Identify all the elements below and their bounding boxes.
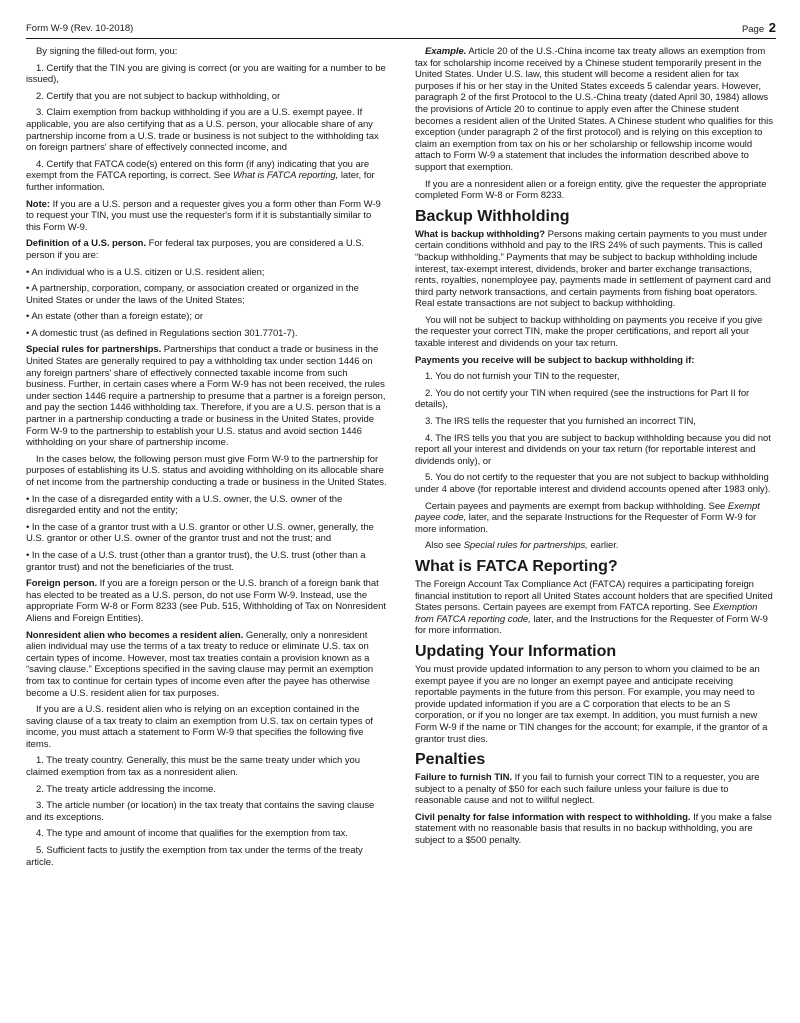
list-item: 3. The IRS tells the requester that you furnished an incorrect TIN, xyxy=(425,416,696,428)
right-column xyxy=(415,46,776,852)
special-rules-paragraph: Special rules for partnerships. Partnerships that conduct a trade or business in the United States are generally required to pay a withholding tax under section 1446 on any foreign partners' share of effectively connected taxable income from such business. Further, in certain cases where a Form W-9 has not been received, the rules under section 1446 require a partnership to presume that a partner is a foreign person, and pay the section 1446 withholding tax. Therefore, if you are a U.S. person that is a partner in a partnership conducting a trade or business in the United States, provide Form W-9 to the partnership to establish your U.S. status and avoid section 1446 withholding on your share of partnership income. xyxy=(26,344,386,449)
subheading-payments: Payments you receive will be subject to backup withholding if: xyxy=(415,354,695,366)
list-item: 5. Sufficient facts to justify the exemption from tax under the terms of the treaty article. xyxy=(26,845,363,868)
civil-penalty-paragraph: Civil penalty for false information with respect to withholding. If you make a false statement with no reasonable basis that results in no backup withholding, you are subject to a $500 penalty. xyxy=(415,811,772,847)
bullet-item: • In the case of a U.S. trust (other than a grantor trust), the U.S. trust (other than a grantor trust) and not the beneficiaries of the trust. xyxy=(26,549,366,573)
paragraph: You will not be subject to backup withholding on payments you receive if you give the requester your correct TIN, make the proper certifications, and report all your taxable interest and dividends on your tax return. xyxy=(415,314,763,350)
fatca-reference-link: What is FATCA reporting, xyxy=(232,170,339,182)
note-paragraph: Note: If you are a U.S. person and a requester gives you a form other than Form W-9 to request your TIN, you must use the requester's form if it is substantially similar to this Form W-9. xyxy=(26,198,381,233)
page-label: Page xyxy=(741,24,765,35)
list-item: 1. You do not furnish your TIN to the requester, xyxy=(425,371,620,383)
section-heading-fatca: What is FATCA Reporting? xyxy=(415,557,618,575)
paragraph: Also see Special rules for partnerships, earlier. xyxy=(425,540,619,552)
list-item: 5. You do not certify to the requester that you are not subject to backup withholding under 4 above (for reportable interest and dividend accounts opened after 1983 only). xyxy=(415,472,771,495)
section-heading-backup-withholding: Backup Withholding xyxy=(415,207,570,225)
bullet-item: • A domestic trust (as defined in Regulations section 301.7701-7). xyxy=(26,327,298,339)
list-item: 2. Certify that you are not subject to backup withholding, or xyxy=(36,90,281,102)
paragraph: Certain payees and payments are exempt from backup withholding. See Exempt payee code, later, and the separate Instructions for the Requester of Form W-9 for more information. xyxy=(415,500,760,535)
list-item: 1. Certify that the TIN you are giving is correct (or you are waiting for a number to be issued), xyxy=(26,62,386,86)
list-item: 4. The type and amount of income that qualifies for the exemption from tax. xyxy=(36,828,348,840)
section-heading-updating: Updating Your Information xyxy=(415,642,617,660)
foreign-person-paragraph: Foreign person. If you are a foreign person or the U.S. branch of a foreign bank that has elected to be treated as a U.S. person, do not use Form W-9. Instead, use the appropriate Form W-8 or Form 8233 (see Pub. 515, Withholding of Tax on Nonresident Aliens and Foreign Entities). xyxy=(26,578,386,624)
example-paragraph: Example. Article 20 of the U.S.-China income tax treaty allows an exemption from tax for scholarship income received by a Chinese student temporarily present in the United States. Under U.S. law, this student will become a resident alien for tax purposes if his or her stay in the United States exceeds 5 calendar years. However, paragraph 2 of the first Protocol to the U.S.-China treaty (dated April 30, 1984) allows the provisions of Article 20 to continue to apply even after the Chinese student becomes a resident alien of the United States. A Chinese student who qualifies for this exception (under paragraph 2 of the first protocol) and is relying on this exception to claim an exemption from tax on his or her scholarship or fellowship income would attach to Form W-9 a statement that includes the information described above to support that exemption. xyxy=(415,46,773,173)
failure-to-furnish-paragraph: Failure to furnish TIN. If you fail to furnish your correct TIN to a requester, you are subject to a penalty of $50 for each such failure unless your failure is due to reasonable cause and not to willful neglect. xyxy=(415,772,760,807)
backup-withholding-paragraph: What is backup withholding? Persons making certain payments to you must under certain conditions withhold and pay to the IRS 24% of such payments. This is called “backup withholding.” Payments that may be subject to backup withholding include interest, tax-exempt interest, dividends, broker and barter exchange transactions, rents, royalties, nonemployee pay, payments made in settlement of payment card and third party network transactions, and certain payments from fishing boat operators. Real estate transactions are not subject to backup withholding. xyxy=(415,228,771,310)
page-number: 2 xyxy=(768,20,776,35)
left-column xyxy=(26,46,388,873)
paragraph: If you are a nonresident alien or a foreign entity, give the requester the appropriate completed Form W-8 or Form 8233. xyxy=(415,178,767,202)
page-header xyxy=(26,22,776,39)
paragraph: If you are a U.S. resident alien who is relying on an exception contained in the saving clause of a tax treaty to claim an exemption from U.S. tax on certain types of income, you must attach a statement to Form W-9 that specifies the following five items. xyxy=(26,704,373,750)
bullet-item: • A partnership, corporation, company, or association created or organized in the United States or under the laws of the United States; xyxy=(26,283,359,306)
list-item: 2. You do not certify your TIN when required (see the instructions for Part II for details), xyxy=(415,387,750,411)
exempt-payee-code-reference: Exempt payee code, xyxy=(415,500,760,524)
list-item: 3. The article number (or location) in the tax treaty that contains the saving clause and its exceptions. xyxy=(26,800,375,823)
bullet-item: • An individual who is a U.S. citizen or U.S. resident alien; xyxy=(26,266,265,278)
list-item: 4. The IRS tells you that you are subject to backup withholding because you did not report all your interest and dividends on your tax return (for reportable interest and dividends only), or xyxy=(415,432,771,467)
fatca-code-reference: Exemption from FATCA reporting code, xyxy=(415,602,758,625)
paragraph: By signing the filled-out form, you: xyxy=(36,46,178,57)
special-rules-reference: Special rules for partnerships, xyxy=(463,540,588,552)
list-item: 3. Claim exemption from backup withholding if you are a U.S. exempt payee. If applicable, you are also certifying that as a U.S. person, your allocable share of any partnership income from a U.S. trade or business is not subject to the withholding tax on foreign partners' share of effectively connected income, and xyxy=(26,107,379,154)
updating-paragraph: You must provide updated information to any person to whom you claimed to be an exempt payee if you are no longer an exempt payee and anticipate receiving reportable payments in the future from this person. For example, you may need to provide updated information if you are a C corporation that elects to be an S corporation, or if you no longer are tax exempt. In addition, you must furnish a new Form W-9 if the name or TIN changes for the account; for example, if the grantor of a grantor trust dies. xyxy=(415,663,768,745)
section-heading-penalties: Penalties xyxy=(415,751,486,769)
bullet-item: • An estate (other than a foreign estate); or xyxy=(26,311,203,323)
list-item: 2. The treaty article addressing the income. xyxy=(36,783,216,795)
nonresident-alien-paragraph: Nonresident alien who becomes a resident alien. Generally, only a nonresident alien individual may use the terms of a tax treaty to reduce or eliminate U.S. tax on certain types of income. However, most tax treaties contain a provision known as a “saving clause.” Exceptions specified in the saving clause may permit an exemption from tax to continue for certain types of income even after the payee has otherwise become a U.S. resident alien for tax purposes. xyxy=(26,629,374,699)
page-indicator xyxy=(742,20,776,38)
us-person-definition: Definition of a U.S. person. For federal tax purposes, you are considered a U.S. person if you are: xyxy=(26,238,365,261)
bullet-item: • In the case of a disregarded entity with a U.S. owner, the U.S. owner of the disregarded entity and not the entity; xyxy=(26,493,343,517)
list-item: 1. The treaty country. Generally, this must be the same treaty under which you claimed exemption from tax as a nonresident alien. xyxy=(26,755,361,779)
form-id: Form W-9 (Rev. 10-2018) xyxy=(26,23,134,34)
fatca-paragraph: The Foreign Account Tax Compliance Act (FATCA) requires a participating foreign financial institution to report all United States account holders that are specified United States persons. Certain payees are exempt from FATCA reporting. See Exemption from FATCA reporting code, later, and the Instructions for the Requester of Form W-9 for more information. xyxy=(415,578,773,637)
list-item: 4. Certify that FATCA code(s) entered on this form (if any) indicating that you are exempt from the FATCA reporting, is correct. See What is FATCA reporting, later, for further information. xyxy=(26,158,375,193)
paragraph: In the cases below, the following person must give Form W-9 to the partnership for purposes of establishing its U.S. status and avoiding withholding on its allocable share of net income from the partnership conducting a trade or business in the United States. xyxy=(26,453,387,488)
bullet-item: • In the case of a grantor trust with a U.S. grantor or other U.S. owner, generally, the U.S. grantor or other U.S. owner of the grantor trust and not the trust; and xyxy=(26,521,374,545)
